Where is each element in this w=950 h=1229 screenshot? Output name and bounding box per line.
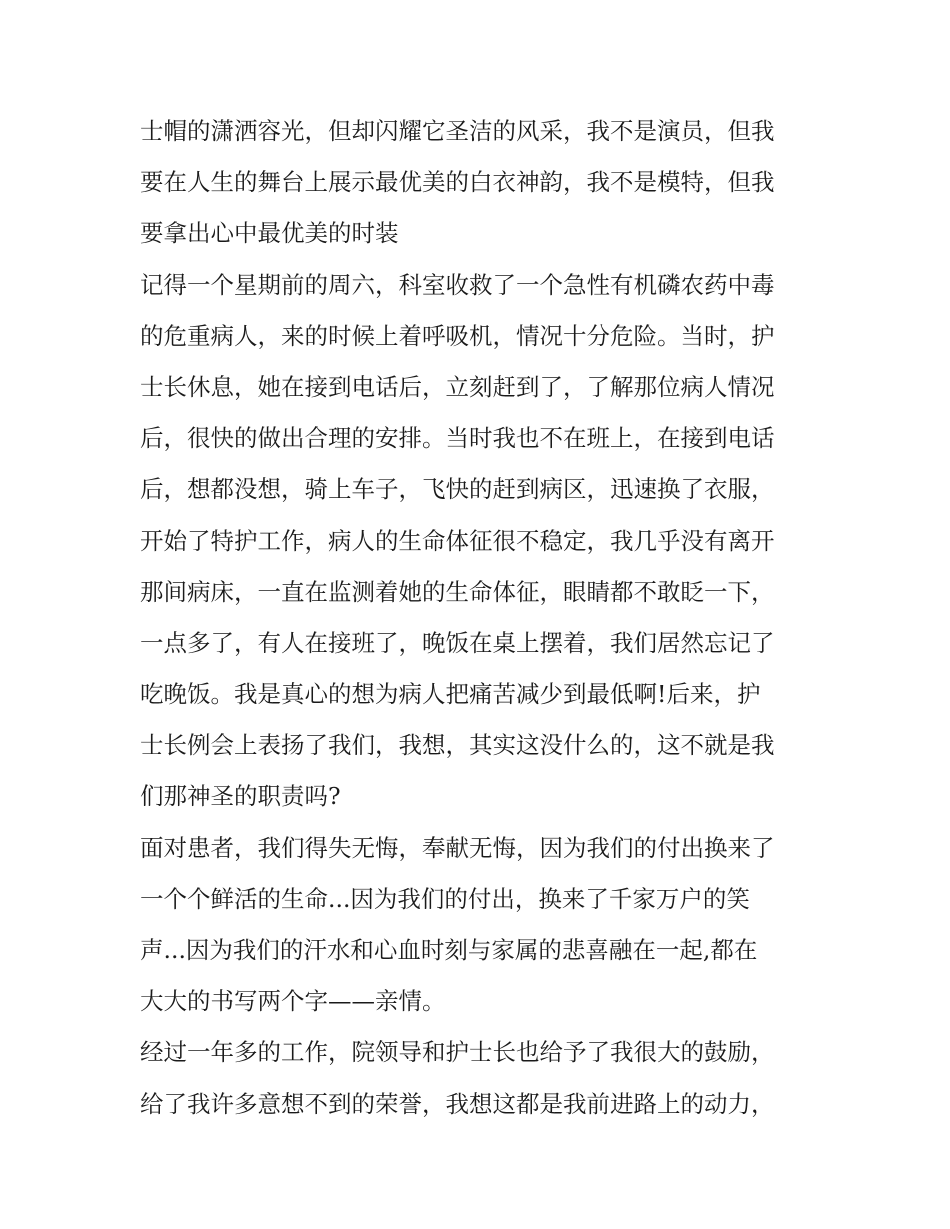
text-line: 要在人生的舞台上展示最优美的白衣神韵，我不是模特，但我 [140,168,775,197]
text-line: 士长例会上表扬了我们，我想，其实这没什么的，这不就是我 [140,731,775,760]
text-line: 们那神圣的职责吗? [140,782,341,811]
text-line: 经过一年多的工作，院领导和护士长也给予了我很大的鼓励， [140,1038,775,1067]
text-line: 吃晚饭。我是真心的想为病人把痛苦减少到最低啊!后来，护 [140,680,761,709]
text-line: 记得一个星期前的周六，科室收救了一个急性有机磷农药中毒 [140,270,775,299]
text-line: 士帽的潇洒容光，但却闪耀它圣洁的风采，我不是演员，但我 [140,117,775,145]
text-line: 一点多了，有人在接班了，晚饭在桌上摆着，我们居然忘记了 [140,628,775,657]
text-line: 的危重病人，来的时候上着呼吸机，情况十分危险。当时，护 [140,321,775,350]
text-line: 后，很快的做出合理的安排。当时我也不在班上，在接到电话 [140,424,775,453]
text-line: 开始了特护工作，病人的生命体征很不稳定，我几乎没有离开 [140,526,775,555]
text-line: 给了我许多意想不到的荣誉，我想这都是我前进路上的动力， [140,1089,775,1118]
text-line: 面对患者，我们得失无悔，奉献无悔，因为我们的付出换来了 [140,833,775,862]
text-line: 一个个鲜活的生命...因为我们的付出，换来了千家万户的笑 [140,884,750,913]
body-text [140,106,820,1130]
text-line: 要拿出心中最优美的时装 [140,219,399,248]
text-line: 后，想都没想，骑上车子，飞快的赶到病区，迅速换了衣服， [140,475,775,504]
text-line: 士长休息，她在接到电话后，立刻赶到了，了解那位病人情况 [140,372,775,401]
text-line: 大大的书写两个字——亲情。 [140,987,446,1016]
text-line: 声...因为我们的汗水和心血时刻与家属的悲喜融在一起,都在 [140,936,758,964]
text-line: 那间病床，一直在监测着她的生命体征，眼睛都不敢眨一下， [140,577,775,606]
